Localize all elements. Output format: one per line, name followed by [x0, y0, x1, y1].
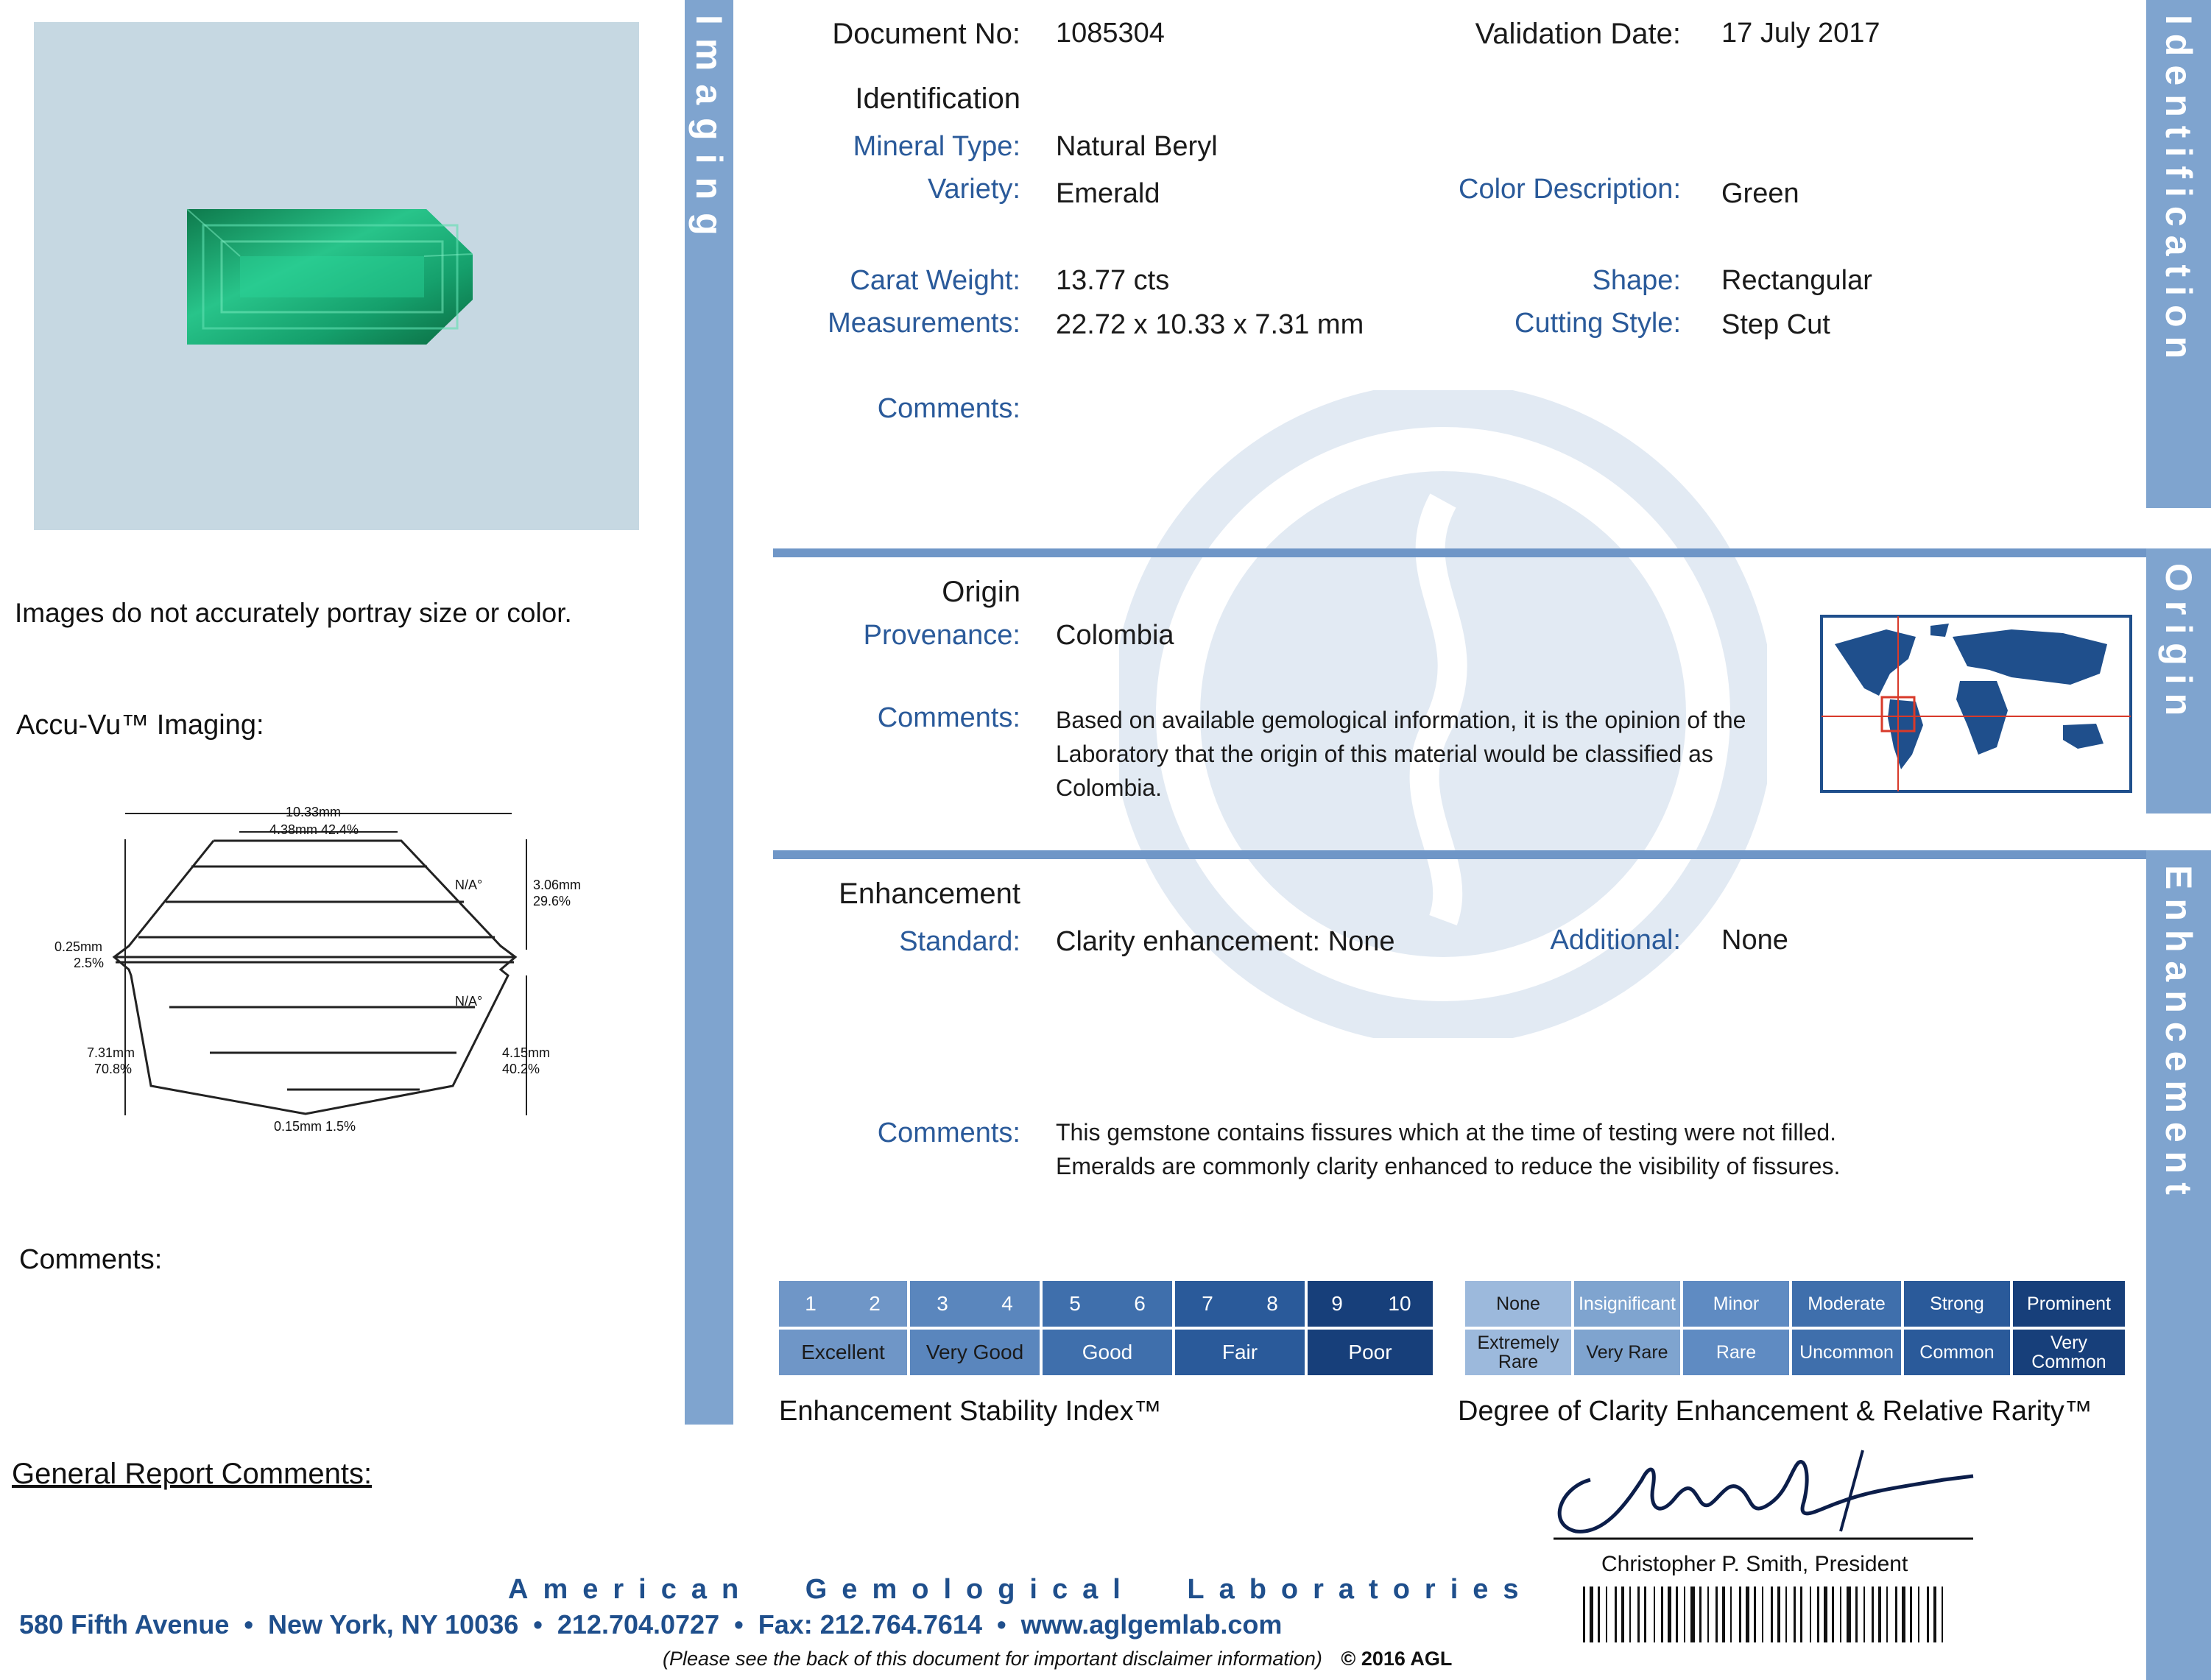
dim-crown-angle: N/A° [455, 878, 483, 892]
barcode-bar [1847, 1587, 1851, 1642]
bullet-separator: • [236, 1609, 269, 1640]
barcode-bar [1730, 1587, 1732, 1642]
origin-comments-line-1: Based on available gemological information, it is the opinion of the [1056, 707, 1746, 733]
carat-weight: 13.77 cts [1056, 265, 1170, 296]
cutting-style-label: Cutting Style: [1514, 308, 1681, 339]
clarity-rarity-scale [1465, 1281, 2125, 1378]
barcode-bar [1863, 1587, 1865, 1642]
emerald-photo [34, 22, 639, 530]
footer-web-link[interactable]: www.aglgemlab.com [1020, 1609, 1283, 1640]
barcode-bar [1872, 1587, 1874, 1642]
footer-disclaimer: (Please see the back of this document for important disclaimer information) [663, 1648, 1322, 1670]
stability-number: 8 [1240, 1281, 1305, 1327]
barcode-bar [1690, 1587, 1695, 1642]
barcode-bar [1762, 1587, 1763, 1642]
barcode-bar [1918, 1587, 1919, 1642]
barcode-bar [1598, 1587, 1600, 1642]
dim-crown-height: 3.06mm [533, 878, 582, 892]
stability-index-scale [779, 1281, 1433, 1378]
clarity-degree: Strong [1904, 1281, 2010, 1327]
origin-comments-line-2: Laboratory that the origin of this material would be classified as [1056, 741, 1713, 767]
stability-grade: Good [1043, 1330, 1172, 1375]
barcode-bar [1810, 1587, 1811, 1642]
footer-city: New York, NY 10036 [268, 1609, 519, 1640]
enhancement-band [2146, 850, 2211, 1680]
barcode-bar [1644, 1587, 1646, 1642]
clarity-degree: Moderate [1792, 1281, 1901, 1327]
stability-grade: Fair [1175, 1330, 1305, 1375]
accu-vu-diagram [44, 799, 604, 1137]
barcode-bar [1590, 1587, 1593, 1642]
identification-heading: Identification [855, 82, 1020, 115]
barcode-bar [1715, 1587, 1718, 1642]
validation-date: 17 July 2017 [1721, 18, 1880, 49]
barcode-bar [1654, 1587, 1655, 1642]
signature-image [1531, 1436, 1988, 1546]
barcode-bar [1840, 1587, 1841, 1642]
footer-fax: Fax: 212.764.7614 [758, 1609, 982, 1640]
additional: None [1721, 925, 1788, 956]
imaging-band-label: Imaging [688, 15, 730, 249]
barcode-bar [1800, 1587, 1802, 1642]
barcode-bar [1886, 1587, 1888, 1642]
bullet-separator: • [727, 1609, 758, 1640]
general-report-comments-label: General Report Comments: [12, 1458, 373, 1490]
barcode-bar [1771, 1587, 1773, 1642]
barcode-bar [1927, 1587, 1929, 1642]
dim-pavilion: 4.15mm [502, 1045, 551, 1060]
origin-heading: Origin [942, 576, 1020, 608]
stability-number: 7 [1175, 1281, 1240, 1327]
dim-girdle-pct: 2.5% [74, 956, 105, 970]
barcode-bar [1933, 1587, 1936, 1642]
imaging-band [685, 0, 733, 1425]
measurements: 22.72 x 10.33 x 7.31 mm [1056, 309, 1364, 340]
barcode-bar [1637, 1587, 1640, 1642]
enhancement-comments-label: Comments: [877, 1118, 1020, 1148]
barcode [1583, 1587, 1951, 1642]
lab-name: American Gemological Laboratories [508, 1574, 1534, 1605]
dim-depth-pct: 70.8% [94, 1062, 133, 1076]
additional-label: Additional: [1550, 925, 1681, 956]
stability-index-title: Enhancement Stability Index™ [779, 1396, 1162, 1427]
stability-number: 3 [910, 1281, 975, 1327]
enhancement-comments-line-2: Emeralds are commonly clarity enhanced to reduce the visibility of fissures. [1056, 1153, 1841, 1179]
cutting-style: Step Cut [1721, 309, 1830, 340]
provenance: Colombia [1056, 620, 1174, 651]
barcode-bar [1942, 1587, 1943, 1642]
accu-vu-label: Accu-Vu™ Imaging: [16, 710, 264, 741]
clarity-degree: Prominent [2013, 1281, 2125, 1327]
color-description: Green [1721, 178, 1799, 209]
barcode-bar [1739, 1587, 1741, 1642]
dim-pavilion-pct: 40.2% [502, 1062, 540, 1076]
footer-phone: 212.704.0727 [557, 1609, 720, 1640]
barcode-bar [1676, 1587, 1678, 1642]
image-disclaimer: Images do not accurately portray size or color. [15, 598, 572, 628]
identification-comments-label: Comments: [877, 393, 1020, 424]
origin-comments-line-3: Colombia. [1056, 774, 1163, 801]
footer-disclaimer-row [663, 1648, 1452, 1670]
barcode-bar [1777, 1587, 1780, 1642]
stability-grade: Very Good [910, 1330, 1040, 1375]
identification-band-label: Identification [2158, 15, 2199, 368]
stability-number: 6 [1107, 1281, 1172, 1327]
dim-pavilion-angle: N/A° [455, 994, 483, 1009]
origin-band-label: Origin [2158, 563, 2199, 725]
dim-crown-pct: 29.6% [533, 894, 571, 908]
barcode-bar [1817, 1587, 1819, 1642]
origin-divider [773, 548, 2146, 557]
barcode-bar [1661, 1587, 1663, 1642]
identification-band [2146, 0, 2211, 508]
gem-photo-panel [34, 22, 639, 530]
carat-weight-label: Carat Weight: [850, 265, 1020, 296]
barcode-bar [1794, 1587, 1796, 1642]
measurements-label: Measurements: [828, 308, 1020, 339]
clarity-rarity-title: Degree of Clarity Enhancement & Relative Rarity™ [1458, 1396, 2092, 1427]
enhancement-band-label: Enhancement [2158, 865, 2199, 1204]
barcode-bar [1606, 1587, 1607, 1642]
barcode-bar [1699, 1587, 1702, 1642]
bullet-separator: • [526, 1609, 557, 1640]
stability-number: 2 [842, 1281, 907, 1327]
stability-number: 10 [1367, 1281, 1433, 1327]
enhancement-comments-line-1: This gemstone contains fissures which at the time of testing were not filled. [1056, 1119, 1837, 1146]
color-description-label: Color Description: [1459, 174, 1681, 205]
barcode-bar [1754, 1587, 1756, 1642]
standard-label: Standard: [899, 926, 1020, 957]
barcode-bar [1855, 1587, 1858, 1642]
dim-depth: 7.31mm [87, 1045, 135, 1060]
dim-top-width: 10.33mm [286, 805, 342, 819]
stability-number: 9 [1308, 1281, 1367, 1327]
barcode-bar [1824, 1587, 1827, 1642]
rarity-level: Rare [1683, 1330, 1789, 1375]
barcode-bar [1746, 1587, 1749, 1642]
barcode-bar [1785, 1587, 1787, 1642]
barcode-bar [1668, 1587, 1671, 1642]
mineral-type-label: Mineral Type: [853, 131, 1020, 162]
standard: Clarity enhancement: None [1056, 926, 1395, 957]
footer-contact [19, 1609, 1282, 1640]
validation-date-label: Validation Date: [1475, 18, 1681, 50]
enhancement-divider [773, 850, 2146, 859]
stability-grade: Poor [1308, 1330, 1433, 1375]
dim-girdle: 0.25mm [54, 939, 103, 954]
barcode-bar [1902, 1587, 1905, 1642]
barcode-bar [1615, 1587, 1617, 1642]
rarity-level: Uncommon [1792, 1330, 1901, 1375]
barcode-bar [1629, 1587, 1631, 1642]
clarity-degree: Insignificant [1574, 1281, 1680, 1327]
stability-number: 4 [975, 1281, 1040, 1327]
world-map [1820, 615, 2132, 793]
barcode-bar [1878, 1587, 1881, 1642]
footer-copyright: © 2016 AGL [1341, 1648, 1453, 1670]
barcode-bar [1910, 1587, 1912, 1642]
imaging-comments-label: Comments: [19, 1244, 163, 1275]
barcode-bar [1583, 1587, 1585, 1642]
clarity-degree: None [1465, 1281, 1571, 1327]
stability-number: 1 [779, 1281, 842, 1327]
clarity-degree: Minor [1683, 1281, 1789, 1327]
provenance-label: Provenance: [863, 620, 1020, 651]
rarity-level: Very Common [2013, 1330, 2125, 1375]
rarity-level: Very Rare [1574, 1330, 1680, 1375]
enhancement-heading: Enhancement [839, 878, 1020, 910]
signatory-name: Christopher P. Smith, President [1601, 1552, 1908, 1576]
origin-comments-label: Comments: [877, 702, 1020, 733]
barcode-bar [1621, 1587, 1624, 1642]
barcode-bar [1895, 1587, 1897, 1642]
rarity-level: Common [1904, 1330, 2010, 1375]
barcode-bar [1707, 1587, 1709, 1642]
shape-label: Shape: [1592, 265, 1681, 296]
shape: Rectangular [1721, 265, 1872, 296]
rarity-level: Extremely Rare [1465, 1330, 1571, 1375]
barcode-bar [1832, 1587, 1834, 1642]
origin-band [2146, 548, 2211, 813]
stability-number: 5 [1043, 1281, 1107, 1327]
barcode-bar [1722, 1587, 1725, 1642]
dim-culet: 0.15mm 1.5% [274, 1119, 356, 1134]
variety: Emerald [1056, 178, 1160, 209]
variety-label: Variety: [927, 174, 1020, 205]
bullet-separator: • [989, 1609, 1021, 1640]
stability-grade: Excellent [779, 1330, 907, 1375]
barcode-bar [1684, 1587, 1685, 1642]
footer-address: 580 Fifth Avenue [19, 1609, 230, 1640]
mineral-type: Natural Beryl [1056, 131, 1218, 162]
dim-table: 4.38mm 42.4% [269, 822, 359, 837]
doc-no-label: Document No: [832, 18, 1020, 50]
doc-no: 1085304 [1056, 18, 1165, 49]
